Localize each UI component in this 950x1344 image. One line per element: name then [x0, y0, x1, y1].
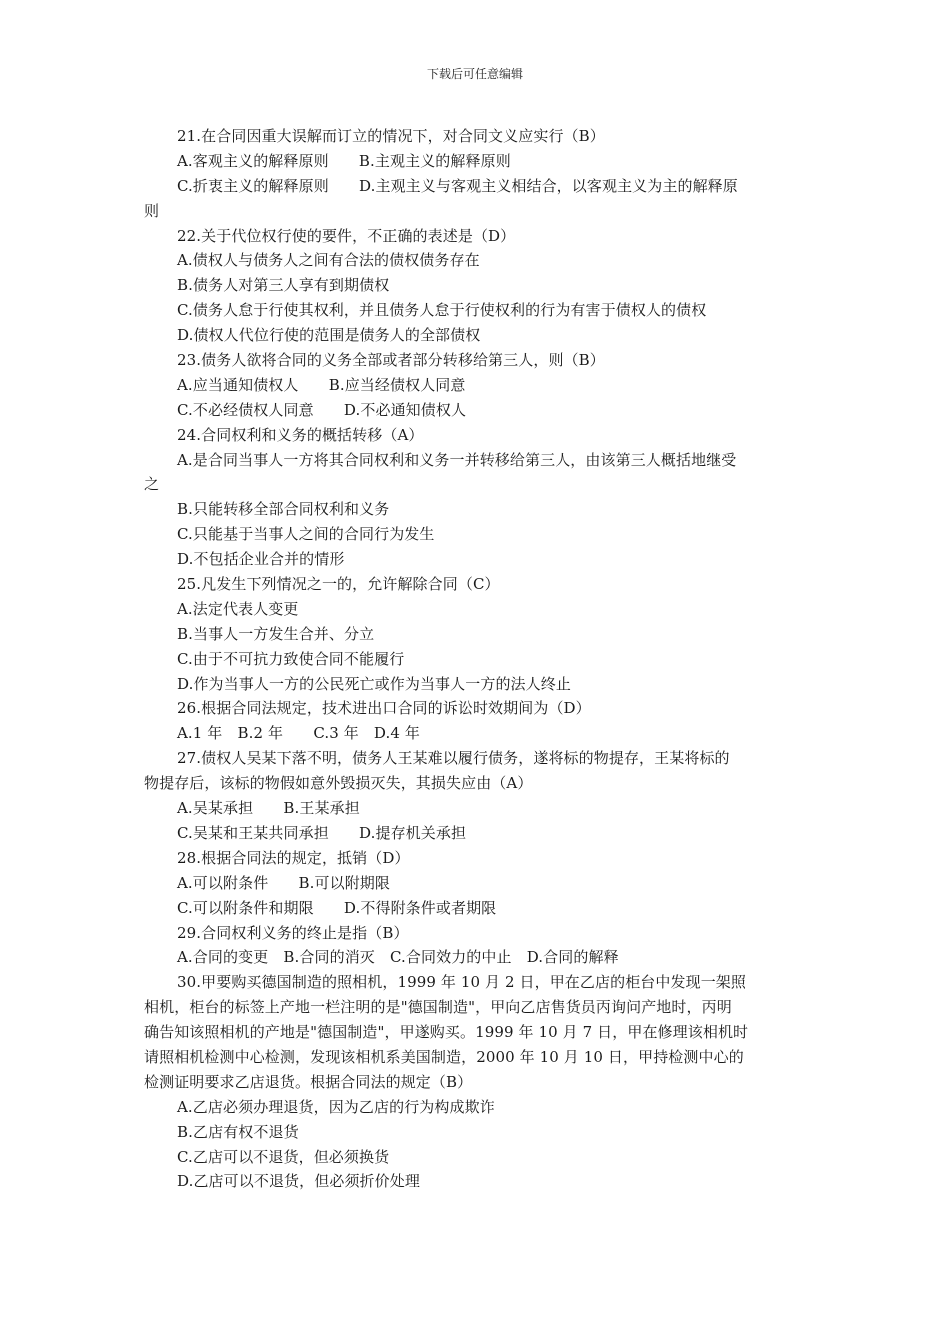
text-line: C.由于不可抗力致使合同不能履行 [177, 649, 405, 668]
text-line: D.乙店可以不退货，但必须折价处理 [177, 1172, 420, 1191]
text-line: A.债权人与债务人之间有合法的债权债务存在 [177, 251, 480, 270]
text-line: B.债务人对第三人享有到期债权 [177, 276, 390, 295]
text-line: 26.根据合同法规定，技术进出口合同的诉讼时效期间为（D） [177, 699, 591, 718]
text-line: 28.根据合同法的规定，抵销（D） [177, 848, 410, 867]
text-line: 30.甲要购买德国制造的照相机，1999 年 10 月 2 日，甲在乙店的柜台中发现一架照 [177, 973, 747, 992]
text-line: 29.合同权利义务的终止是指（B） [177, 923, 409, 942]
text-line: D.作为当事人一方的公民死亡或作为当事人一方的法人终止 [177, 674, 571, 693]
text-line: 之 [144, 475, 160, 494]
text-line: 相机，柜台的标签上产地一栏注明的是"德国制造"，甲向乙店售货员丙询问产地时，丙明 [144, 998, 732, 1017]
text-line: 27.债权人吴某下落不明，债务人王某难以履行债务，遂将标的物提存，王某将标的 [177, 749, 730, 768]
text-line: C.可以附条件和期限 D.不得附条件或者期限 [177, 898, 497, 917]
text-line: C.吴某和王某共同承担 D.提存机关承担 [177, 823, 467, 842]
text-line: 21.在合同因重大误解而订立的情况下，对合同文义应实行（B） [177, 127, 605, 145]
text-line: D.债权人代位行使的范围是债务人的全部债权 [177, 326, 481, 345]
text-line: A.乙店必须办理退货，因为乙店的行为构成欺诈 [177, 1097, 495, 1116]
text-line: 25.凡发生下列情况之一的，允许解除合同（C） [177, 575, 500, 594]
text-line: 24.合同权利和义务的概括转移（A） [177, 425, 424, 444]
text-line: 22.关于代位权行使的要件，不正确的表述是（D） [177, 226, 516, 245]
text-line: A.客观主义的解释原则 B.主观主义的解释原则 [177, 151, 511, 170]
text-line: A.应当通知债权人 B.应当经债权人同意 [177, 375, 466, 394]
page-header: 下载后可任意编辑 [426, 67, 523, 81]
text-line: A.是合同当事人一方将其合同权利和义务一并转移给第三人，由该第三人概括地继受 [177, 450, 737, 469]
text-line: B.当事人一方发生合并、分立 [177, 624, 375, 643]
text-line: 23.债务人欲将合同的义务全部或者部分转移给第三人，则（B） [177, 351, 605, 370]
text-line: 确告知该照相机的产地是"德国制造"，甲遂购买。1999 年 10 月 7 日，甲在修理该相机时 [144, 1023, 749, 1042]
text-line: B.乙店有权不退货 [177, 1122, 299, 1141]
text-line: C.乙店可以不退货，但必须换货 [177, 1147, 390, 1166]
text-line: 请照相机检测中心检测，发现该相机系美国制造，2000 年 10 月 10 日，甲持检测中心的 [144, 1047, 744, 1066]
text-line: B.只能转移全部合同权利和义务 [177, 500, 390, 519]
text-line: C.折衷主义的解释原则 D.主观主义与客观主义相结合，以客观主义为主的解释原 [177, 176, 738, 195]
text-line: A.合同的变更 B.合同的消灭 C.合同效力的中止 D.合同的解释 [177, 948, 619, 967]
text-line: A.吴某承担 B.王某承担 [177, 799, 360, 818]
text-line: C.不必经债权人同意 D.不必通知债权人 [177, 400, 467, 419]
document-body [144, 124, 806, 1194]
text-line: A.可以附条件 B.可以附期限 [177, 873, 390, 892]
text-line: A.法定代表人变更 [177, 599, 299, 618]
text-line: 物提存后，该标的物假如意外毁损灭失，其损失应由（A） [144, 774, 533, 793]
text-line: 则 [144, 201, 160, 220]
text-line: 检测证明要求乙店退货。根据合同法的规定（B） [144, 1072, 473, 1091]
text-line: D.不包括企业合并的情形 [177, 550, 345, 569]
text-line: A.1 年 B.2 年 C.3 年 D.4 年 [177, 724, 421, 743]
text-line: C.只能基于当事人之间的合同行为发生 [177, 525, 435, 544]
text-line: C.债务人怠于行使其权利，并且债务人怠于行使权利的行为有害于债权人的债权 [177, 301, 707, 320]
